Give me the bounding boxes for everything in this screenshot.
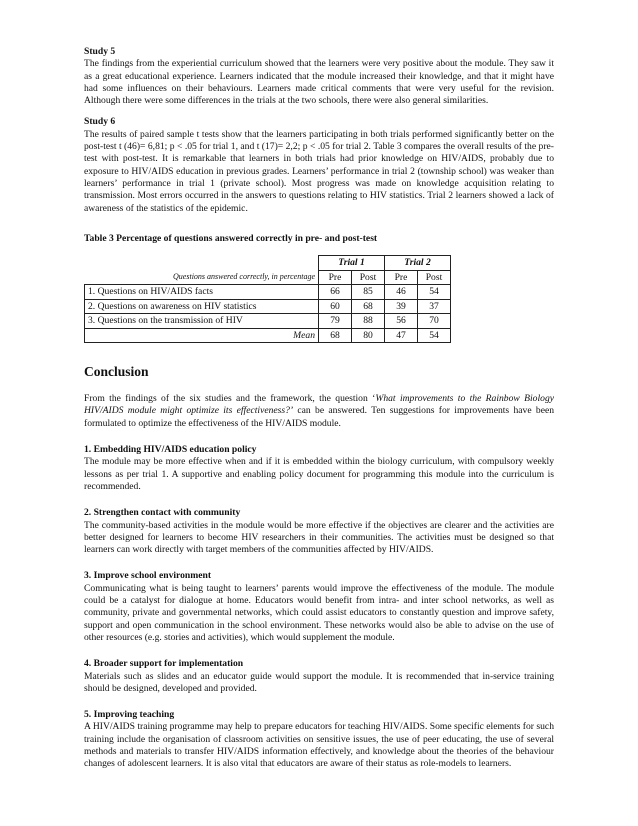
study5-title: Study 5 — [84, 46, 116, 57]
row-label: 2. Questions on awareness on HIV statistics — [85, 299, 319, 314]
cell: 85 — [352, 285, 385, 300]
cell: 60 — [319, 299, 352, 314]
suggestion-title: 1. Embedding HIV/AIDS education policy — [84, 444, 257, 456]
trial1-post-header: Post — [352, 270, 385, 285]
table3-caption: Table 3 Percentage of questions answered correctly in pre- and post-test — [84, 232, 378, 244]
cell: 54 — [418, 328, 451, 343]
study5-text: The findings from the experiential curriculum showed that the learners were very positive about the module. They saw it as a great educational experience. Learners indicated that the module increased their knowledge, and that it might have had some influences on their behaviours. Learners made critical comments that were very useful for the revision. Although there were some differences in the trials at the two schools, there were also general similarities. — [84, 58, 554, 107]
mean-label: Mean — [85, 328, 319, 343]
cell: 80 — [352, 328, 385, 343]
cell: 56 — [385, 314, 418, 329]
intro-question: What improvements to the Rainbow Biology HIV/AIDS module might optimize its effectiveness?’ — [84, 393, 555, 417]
suggestion-title: 2. Strengthen contact with community — [84, 507, 241, 519]
conclusion-intro — [84, 393, 554, 430]
trial2-post-header: Post — [418, 270, 451, 285]
mean-row — [85, 328, 451, 343]
cell: 79 — [319, 314, 352, 329]
intro-part-a: From the findings of the six studies and the framework, the question ‘ — [84, 393, 376, 405]
suggestion-title: 4. Broader support for implementation — [84, 658, 244, 670]
cell: 47 — [385, 328, 418, 343]
suggestion-text: A HIV/AIDS training programme may help to prepare educators for teaching HIV/AIDS. Some specific elements for such training include the organisation of classroom activities on sensitive issues, the use of peer educating, the use of several methods and materials to transfer HIV/AIDS information effectively, and knowledge about the theories of the behaviour changes of adolescent learners. It is also vital that educators are aware of their status as role-models to learners. — [84, 721, 554, 770]
column-label: Questions answered correctly, in percentage — [85, 270, 319, 285]
intro-part-b: can be answered. Ten suggestions for improvements have been formulated to optimize the effectiveness of the HIV/AIDS module. — [84, 405, 555, 429]
conclusion-heading: Conclusion — [84, 364, 149, 380]
cell: 37 — [418, 299, 451, 314]
suggestion-title: 5. Improving teaching — [84, 709, 175, 721]
row-label: 3. Questions on the transmission of HIV — [85, 314, 319, 329]
table-subheader-row — [85, 270, 451, 285]
trial2-header: Trial 2 — [385, 256, 451, 271]
table-row — [85, 299, 451, 314]
study6-title: Study 6 — [84, 116, 116, 128]
cell: 68 — [352, 299, 385, 314]
cell: 88 — [352, 314, 385, 329]
table-header-row — [85, 256, 451, 271]
study6-text: The results of paired sample t tests show that the learners participating in both trials performed significantly better on the post-test t (46)= 6,81; p < .05 for trial 1, and t (17)= 2,2; p < .05 for trial 2. Table 3 compares the overall results of the pre-test with post-test. It is remarkable that learners in both trials had prior knowledge on HIV/AIDS, probably due to exposure to HIV/AIDS education in previous grades. Learners’ performance in trial 2 (township school) was weaker than learners’ performance in trial 1 (private school). Most progress was made on knowledge acquisition relating to transmission. Most errors occurred in the answers to questions relating to HIV statistics. Trial 2 learners showed a lack of awareness of the statistics of the epidemic. — [84, 128, 554, 214]
cell: 70 — [418, 314, 451, 329]
suggestion-text: Communicating what is being taught to learners’ parents would improve the effectiveness of the module. The module could be a catalyst for dialogue at home. Educators would benefit from intra- and inter school networks, as well as community, private and governmental networks, which could assist educators to constantly question and improve safety, support and open communication in the school environment. These networks would also be able to advise on the use of other resources (e.g. stories and activities), which would supplement the module. — [84, 582, 554, 643]
suggestion-text: Materials such as slides and an educator guide would support the module. It is recommended that in-service training should be designed, developed and provided. — [84, 670, 554, 694]
cell: 46 — [385, 285, 418, 300]
suggestion-title: 3. Improve school environment — [84, 570, 212, 582]
cell: 68 — [319, 328, 352, 343]
cell: 54 — [418, 285, 451, 300]
table-row — [85, 285, 451, 300]
suggestion-text: The module may be more effective when and if it is embedded within the biology curriculum, with compulsory weekly lessons as per trial 1. A supportive and enabling policy document for programming this module into the curriculum is recommended. — [84, 456, 554, 492]
cell: 39 — [385, 299, 418, 314]
trial1-header: Trial 1 — [319, 256, 385, 271]
row-label: 1. Questions on HIV/AIDS facts — [85, 285, 319, 300]
trial1-pre-header: Pre — [319, 270, 352, 285]
cell: 66 — [319, 285, 352, 300]
suggestion-text: The community-based activities in the module would be more effective if the objectives are clearer and the activities are better designed for learners to become HIV researchers in their communities. The activities must be designed so that learners can work directly with target members of the communities affected by HIV/AIDS. — [84, 519, 554, 556]
document-page — [84, 46, 554, 771]
trial2-pre-header: Pre — [385, 270, 418, 285]
results-table — [84, 255, 451, 343]
table-row — [85, 314, 451, 329]
